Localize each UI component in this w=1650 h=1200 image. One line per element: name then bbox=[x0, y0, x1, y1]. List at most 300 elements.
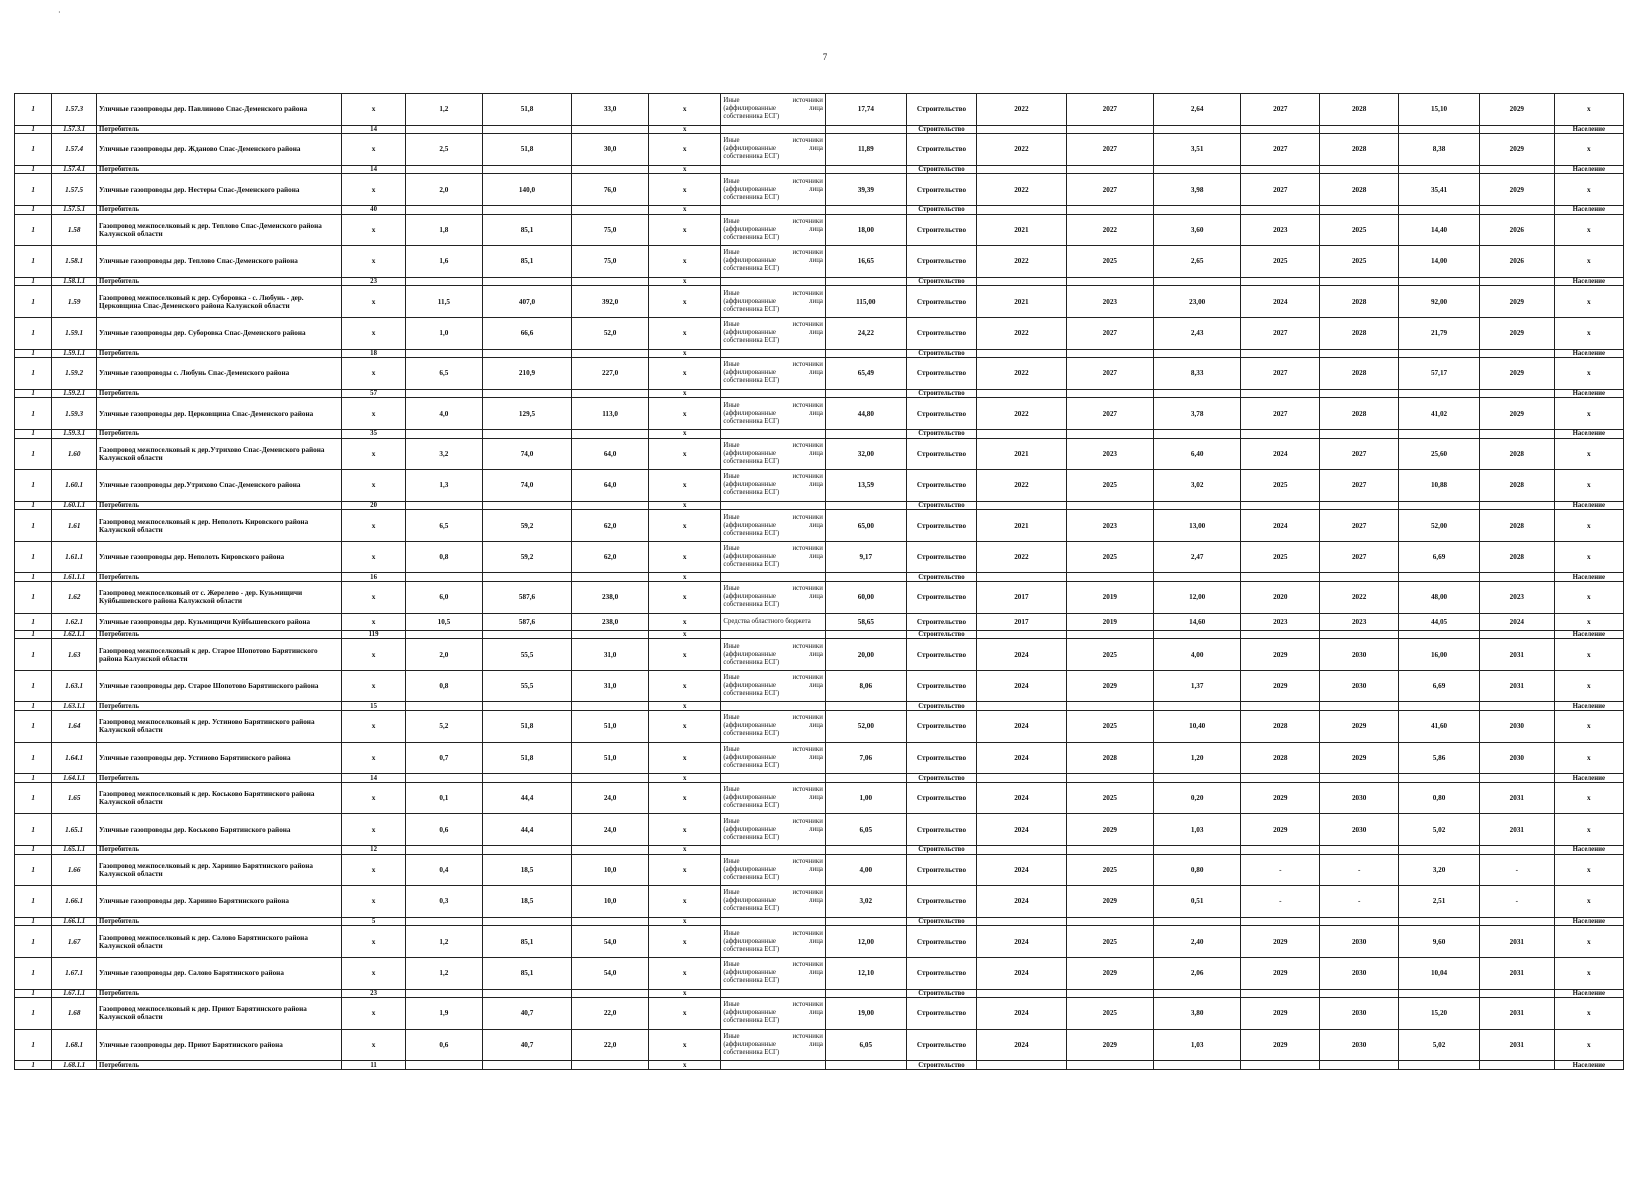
cell-year-2 bbox=[1066, 630, 1153, 639]
cell-work-type: Строительство bbox=[906, 573, 976, 582]
cell-value-2: 14,40 bbox=[1399, 214, 1480, 246]
cell-year-2: 2025 bbox=[1066, 998, 1153, 1030]
cell-consumer: Население bbox=[1554, 277, 1623, 286]
cell-year-4 bbox=[1320, 846, 1399, 855]
cell-funding-source: Иные источники (аффилированные лица собственника ЕСГ) bbox=[721, 1029, 825, 1061]
cell-cost: 13,59 bbox=[825, 470, 906, 502]
cell-object-name: Газопровод межпоселковый к дер. Коськово Барятинского района Калужской области bbox=[97, 782, 342, 814]
cell-value-1 bbox=[1154, 389, 1241, 398]
cell-col-x2: x bbox=[648, 917, 720, 926]
table-body bbox=[15, 94, 1624, 1070]
cell-length: 6,5 bbox=[406, 358, 483, 390]
cell-consumer: x bbox=[1554, 214, 1623, 246]
cell-cost bbox=[825, 989, 906, 998]
cell-flow: 51,0 bbox=[572, 711, 649, 743]
cell-year-5: 2029 bbox=[1480, 134, 1555, 166]
cell-year-4 bbox=[1320, 277, 1399, 286]
cell-col-x2: x bbox=[648, 358, 720, 390]
cell-cost: 32,00 bbox=[825, 438, 906, 470]
cell-year-5 bbox=[1480, 277, 1555, 286]
cell-object-name: Потребитель bbox=[97, 989, 342, 998]
cell-year-3 bbox=[1241, 846, 1320, 855]
cell-cost: 6,05 bbox=[825, 1029, 906, 1061]
cell-year-1 bbox=[977, 277, 1067, 286]
consumer-row bbox=[15, 277, 1624, 286]
cell-col-x2: x bbox=[648, 573, 720, 582]
cell-year-5: 2029 bbox=[1480, 398, 1555, 430]
cell-value-1: 3,02 bbox=[1154, 470, 1241, 502]
cell-col-x: 11 bbox=[342, 1061, 406, 1070]
cell-work-type: Строительство bbox=[906, 957, 976, 989]
cell-pressure bbox=[482, 1061, 572, 1070]
cell-year-2: 2029 bbox=[1066, 814, 1153, 846]
table-row bbox=[15, 94, 1624, 126]
cell-year-2: 2027 bbox=[1066, 398, 1153, 430]
cell-col-x2: x bbox=[648, 214, 720, 246]
cell-consumer: x bbox=[1554, 1029, 1623, 1061]
cell-consumer: Население bbox=[1554, 917, 1623, 926]
cell-year-1 bbox=[977, 573, 1067, 582]
cell-length: 1,6 bbox=[406, 246, 483, 278]
cell-cost bbox=[825, 349, 906, 358]
cell-year-1: 2022 bbox=[977, 246, 1067, 278]
cell-funding-source: Иные источники (аффилированные лица собственника ЕСГ) bbox=[721, 711, 825, 743]
cell-work-type: Строительство bbox=[906, 1061, 976, 1070]
cell-cost: 60,00 bbox=[825, 582, 906, 614]
cell-pressure: 44,4 bbox=[482, 782, 572, 814]
cell-number: 1.62.1.1 bbox=[52, 630, 97, 639]
cell-col-x: 15 bbox=[342, 702, 406, 711]
cell-consumer: Население bbox=[1554, 349, 1623, 358]
cell-year-4: 2028 bbox=[1320, 286, 1399, 318]
cell-value-1: 3,80 bbox=[1154, 998, 1241, 1030]
cell-level: 1 bbox=[15, 246, 52, 278]
cell-number: 1.60.1 bbox=[52, 470, 97, 502]
cell-funding-source: Средства областного бюджета bbox=[721, 613, 825, 630]
cell-consumer: x bbox=[1554, 582, 1623, 614]
cell-value-2: 0,80 bbox=[1399, 782, 1480, 814]
cell-col-x: x bbox=[342, 470, 406, 502]
cell-col-x: 16 bbox=[342, 573, 406, 582]
cell-length bbox=[406, 501, 483, 510]
cell-value-2: 6,69 bbox=[1399, 541, 1480, 573]
cell-year-1 bbox=[977, 630, 1067, 639]
cell-object-name: Газопровод межпоселковый к дер. Неполоть Кировского района Калужской области bbox=[97, 510, 342, 542]
cell-pressure: 59,2 bbox=[482, 510, 572, 542]
cell-funding-source: Иные источники (аффилированные лица собственника ЕСГ) bbox=[721, 742, 825, 774]
cell-year-4 bbox=[1320, 205, 1399, 214]
cell-year-5: 2028 bbox=[1480, 470, 1555, 502]
cell-value-2: 21,79 bbox=[1399, 317, 1480, 349]
cell-level: 1 bbox=[15, 398, 52, 430]
cell-value-2: 5,86 bbox=[1399, 742, 1480, 774]
cell-col-x2: x bbox=[648, 470, 720, 502]
cell-value-1 bbox=[1154, 846, 1241, 855]
cell-value-1: 2,43 bbox=[1154, 317, 1241, 349]
cell-consumer: x bbox=[1554, 711, 1623, 743]
cell-year-5: 2031 bbox=[1480, 639, 1555, 671]
table-row bbox=[15, 742, 1624, 774]
cell-year-4: 2023 bbox=[1320, 613, 1399, 630]
cell-funding-source bbox=[721, 573, 825, 582]
cell-pressure bbox=[482, 277, 572, 286]
cell-year-4 bbox=[1320, 774, 1399, 783]
cell-work-type: Строительство bbox=[906, 702, 976, 711]
cell-flow: 227,0 bbox=[572, 358, 649, 390]
table-row bbox=[15, 613, 1624, 630]
cell-year-3: 2029 bbox=[1241, 957, 1320, 989]
cell-year-3 bbox=[1241, 774, 1320, 783]
cell-year-1: 2024 bbox=[977, 670, 1067, 702]
cell-year-3: 2027 bbox=[1241, 398, 1320, 430]
cell-level: 1 bbox=[15, 613, 52, 630]
cell-year-5 bbox=[1480, 125, 1555, 134]
cell-col-x: x bbox=[342, 1029, 406, 1061]
table-row bbox=[15, 639, 1624, 671]
cell-level: 1 bbox=[15, 630, 52, 639]
cell-length: 6,5 bbox=[406, 510, 483, 542]
cell-pressure: 85,1 bbox=[482, 957, 572, 989]
cell-length: 4,0 bbox=[406, 398, 483, 430]
cell-year-5: 2028 bbox=[1480, 438, 1555, 470]
cell-col-x: x bbox=[342, 886, 406, 918]
cell-object-name: Газопровод межпоселковый от с. Жерелево - дер. Кузьмищичи Куйбышевского района Калужской области bbox=[97, 582, 342, 614]
cell-number: 1.59 bbox=[52, 286, 97, 318]
cell-year-4: 2025 bbox=[1320, 214, 1399, 246]
cell-year-5: 2031 bbox=[1480, 670, 1555, 702]
cell-number: 1.67 bbox=[52, 926, 97, 958]
cell-year-3: 2023 bbox=[1241, 613, 1320, 630]
cell-year-1: 2024 bbox=[977, 639, 1067, 671]
cell-length: 1,9 bbox=[406, 998, 483, 1030]
scan-mark: · bbox=[58, 8, 61, 17]
cell-year-4: 2029 bbox=[1320, 742, 1399, 774]
cell-pressure: 587,6 bbox=[482, 613, 572, 630]
cell-object-name: Потребитель bbox=[97, 501, 342, 510]
cell-number: 1.64 bbox=[52, 711, 97, 743]
table-row bbox=[15, 582, 1624, 614]
cell-pressure: 51,8 bbox=[482, 742, 572, 774]
cell-object-name: Газопровод межпоселковый к дер. Суборовка - с. Любунь - дер. Церковщина Спас-Деменского района Калужской области bbox=[97, 286, 342, 318]
cell-consumer: Население bbox=[1554, 846, 1623, 855]
cell-year-1: 2024 bbox=[977, 957, 1067, 989]
cell-flow: 31,0 bbox=[572, 670, 649, 702]
cell-col-x: x bbox=[342, 742, 406, 774]
cell-year-2 bbox=[1066, 573, 1153, 582]
cell-year-2: 2022 bbox=[1066, 214, 1153, 246]
cell-year-2: 2025 bbox=[1066, 782, 1153, 814]
cell-pressure bbox=[482, 125, 572, 134]
cell-funding-source: Иные источники (аффилированные лица собственника ЕСГ) bbox=[721, 926, 825, 958]
cell-funding-source bbox=[721, 429, 825, 438]
cell-col-x2: x bbox=[648, 742, 720, 774]
cell-year-3 bbox=[1241, 1061, 1320, 1070]
cell-consumer: x bbox=[1554, 174, 1623, 206]
cell-year-2: 2028 bbox=[1066, 742, 1153, 774]
cell-value-1: 0,80 bbox=[1154, 854, 1241, 886]
cell-value-1 bbox=[1154, 573, 1241, 582]
cell-year-5 bbox=[1480, 349, 1555, 358]
cell-pressure: 74,0 bbox=[482, 470, 572, 502]
cell-pressure: 40,7 bbox=[482, 1029, 572, 1061]
cell-length: 5,2 bbox=[406, 711, 483, 743]
cell-flow: 62,0 bbox=[572, 510, 649, 542]
cell-value-1: 4,00 bbox=[1154, 639, 1241, 671]
cell-level: 1 bbox=[15, 782, 52, 814]
cell-year-5: - bbox=[1480, 886, 1555, 918]
cell-year-3: - bbox=[1241, 854, 1320, 886]
cell-pressure bbox=[482, 501, 572, 510]
cell-work-type: Строительство bbox=[906, 429, 976, 438]
cell-year-5 bbox=[1480, 205, 1555, 214]
cell-object-name: Газопровод межпоселковый к дер. Приют Барятинского района Калужской области bbox=[97, 998, 342, 1030]
cell-length: 6,0 bbox=[406, 582, 483, 614]
cell-year-1: 2024 bbox=[977, 1029, 1067, 1061]
cell-number: 1.59.2.1 bbox=[52, 389, 97, 398]
table-row bbox=[15, 998, 1624, 1030]
cell-level: 1 bbox=[15, 134, 52, 166]
cell-level: 1 bbox=[15, 917, 52, 926]
cell-consumer: x bbox=[1554, 438, 1623, 470]
cell-consumer: x bbox=[1554, 246, 1623, 278]
cell-value-2: 52,00 bbox=[1399, 510, 1480, 542]
cell-year-5 bbox=[1480, 702, 1555, 711]
cell-level: 1 bbox=[15, 389, 52, 398]
cell-work-type: Строительство bbox=[906, 854, 976, 886]
cell-year-1: 2022 bbox=[977, 541, 1067, 573]
cell-number: 1.66.1.1 bbox=[52, 917, 97, 926]
cell-flow: 24,0 bbox=[572, 814, 649, 846]
cell-value-2: 57,17 bbox=[1399, 358, 1480, 390]
cell-consumer: x bbox=[1554, 782, 1623, 814]
cell-object-name: Потребитель bbox=[97, 917, 342, 926]
cell-number: 1.68.1.1 bbox=[52, 1061, 97, 1070]
cell-cost: 3,02 bbox=[825, 886, 906, 918]
cell-object-name: Газопровод межпоселковый к дер. Салово Барятинского района Калужской области bbox=[97, 926, 342, 958]
cell-funding-source bbox=[721, 846, 825, 855]
cell-year-5 bbox=[1480, 1061, 1555, 1070]
cell-level: 1 bbox=[15, 989, 52, 998]
cell-value-2: 14,00 bbox=[1399, 246, 1480, 278]
cell-year-1 bbox=[977, 989, 1067, 998]
cell-consumer: x bbox=[1554, 286, 1623, 318]
cell-flow: 76,0 bbox=[572, 174, 649, 206]
cell-year-4: - bbox=[1320, 886, 1399, 918]
table-row bbox=[15, 398, 1624, 430]
cell-year-4 bbox=[1320, 989, 1399, 998]
cell-pressure: 85,1 bbox=[482, 214, 572, 246]
cell-consumer: x bbox=[1554, 470, 1623, 502]
cell-cost: 24,22 bbox=[825, 317, 906, 349]
cell-consumer: Население bbox=[1554, 205, 1623, 214]
cell-flow: 51,0 bbox=[572, 742, 649, 774]
cell-value-1: 12,00 bbox=[1154, 582, 1241, 614]
cell-year-5: - bbox=[1480, 854, 1555, 886]
cell-funding-source: Иные источники (аффилированные лица собственника ЕСГ) bbox=[721, 886, 825, 918]
table-row bbox=[15, 854, 1624, 886]
cell-number: 1.64.1.1 bbox=[52, 774, 97, 783]
cell-level: 1 bbox=[15, 358, 52, 390]
cell-col-x: 40 bbox=[342, 205, 406, 214]
cell-col-x2: x bbox=[648, 957, 720, 989]
cell-object-name: Потребитель bbox=[97, 846, 342, 855]
cell-value-2: 92,00 bbox=[1399, 286, 1480, 318]
cell-year-3: 2024 bbox=[1241, 510, 1320, 542]
cell-funding-source bbox=[721, 205, 825, 214]
cell-work-type: Строительство bbox=[906, 711, 976, 743]
cell-year-4: 2028 bbox=[1320, 317, 1399, 349]
cell-year-3: 2027 bbox=[1241, 174, 1320, 206]
cell-funding-source: Иные источники (аффилированные лица собственника ЕСГ) bbox=[721, 998, 825, 1030]
cell-cost: 19,00 bbox=[825, 998, 906, 1030]
cell-cost: 58,65 bbox=[825, 613, 906, 630]
cell-number: 1.63 bbox=[52, 639, 97, 671]
cell-number: 1.57.3.1 bbox=[52, 125, 97, 134]
consumer-row bbox=[15, 573, 1624, 582]
consumer-row bbox=[15, 165, 1624, 174]
cell-value-1 bbox=[1154, 630, 1241, 639]
cell-value-2: 15,10 bbox=[1399, 94, 1480, 126]
cell-year-3: 2029 bbox=[1241, 998, 1320, 1030]
cell-object-name: Уличные газопроводы дер. Суборовка Спас-Деменского района bbox=[97, 317, 342, 349]
cell-col-x: x bbox=[342, 957, 406, 989]
cell-year-2 bbox=[1066, 205, 1153, 214]
cell-length: 0,8 bbox=[406, 541, 483, 573]
cell-year-4: 2030 bbox=[1320, 782, 1399, 814]
cell-col-x: 57 bbox=[342, 389, 406, 398]
cell-length: 1,2 bbox=[406, 957, 483, 989]
cell-value-2: 25,60 bbox=[1399, 438, 1480, 470]
cell-level: 1 bbox=[15, 541, 52, 573]
cell-col-x: 12 bbox=[342, 846, 406, 855]
cell-value-2: 5,02 bbox=[1399, 1029, 1480, 1061]
cell-cost: 18,00 bbox=[825, 214, 906, 246]
cell-object-name: Уличные газопроводы дер. Старое Шопотово Барятинского района bbox=[97, 670, 342, 702]
cell-pressure: 59,2 bbox=[482, 541, 572, 573]
cell-object-name: Уличные газопроводы дер. Жданово Спас-Деменского района bbox=[97, 134, 342, 166]
cell-number: 1.60.1.1 bbox=[52, 501, 97, 510]
cell-year-5: 2031 bbox=[1480, 1029, 1555, 1061]
cell-work-type: Строительство bbox=[906, 886, 976, 918]
cell-year-3: 2029 bbox=[1241, 814, 1320, 846]
cell-cost: 12,10 bbox=[825, 957, 906, 989]
cell-work-type: Строительство bbox=[906, 389, 976, 398]
cell-consumer: Население bbox=[1554, 989, 1623, 998]
cell-work-type: Строительство bbox=[906, 277, 976, 286]
cell-col-x2: x bbox=[648, 501, 720, 510]
cell-flow: 30,0 bbox=[572, 134, 649, 166]
cell-value-1 bbox=[1154, 205, 1241, 214]
cell-value-1: 1,03 bbox=[1154, 1029, 1241, 1061]
cell-value-1: 14,60 bbox=[1154, 613, 1241, 630]
cell-year-5: 2029 bbox=[1480, 358, 1555, 390]
cell-value-1: 8,33 bbox=[1154, 358, 1241, 390]
cell-funding-source: Иные источники (аффилированные лица собственника ЕСГ) bbox=[721, 957, 825, 989]
cell-cost: 1,00 bbox=[825, 782, 906, 814]
cell-length: 1,0 bbox=[406, 317, 483, 349]
cell-col-x2: x bbox=[648, 134, 720, 166]
cell-year-2: 2027 bbox=[1066, 174, 1153, 206]
cell-funding-source: Иные источники (аффилированные лица собственника ЕСГ) bbox=[721, 358, 825, 390]
cell-object-name: Уличные газопроводы дер. Нестеры Спас-Деменского района bbox=[97, 174, 342, 206]
cell-year-3: 2029 bbox=[1241, 639, 1320, 671]
cell-level: 1 bbox=[15, 846, 52, 855]
cell-work-type: Строительство bbox=[906, 541, 976, 573]
consumer-row bbox=[15, 501, 1624, 510]
cell-object-name: Газопровод межпоселковый к дер. Хариино Барятинского района Калужской области bbox=[97, 854, 342, 886]
cell-work-type: Строительство bbox=[906, 165, 976, 174]
cell-year-1: 2022 bbox=[977, 470, 1067, 502]
page-number: 7 bbox=[822, 52, 828, 62]
cell-consumer: x bbox=[1554, 398, 1623, 430]
cell-object-name: Уличные газопроводы с. Любунь Спас-Деменского района bbox=[97, 358, 342, 390]
cell-consumer: Население bbox=[1554, 389, 1623, 398]
cell-value-1 bbox=[1154, 165, 1241, 174]
cell-year-2 bbox=[1066, 774, 1153, 783]
cell-length bbox=[406, 774, 483, 783]
cell-work-type: Строительство bbox=[906, 639, 976, 671]
cell-value-2 bbox=[1399, 989, 1480, 998]
cell-level: 1 bbox=[15, 94, 52, 126]
cell-year-3: 2024 bbox=[1241, 438, 1320, 470]
cell-number: 1.59.1 bbox=[52, 317, 97, 349]
cell-length bbox=[406, 429, 483, 438]
cell-year-4 bbox=[1320, 917, 1399, 926]
cell-funding-source: Иные источники (аффилированные лица собственника ЕСГ) bbox=[721, 246, 825, 278]
cell-col-x: x bbox=[342, 286, 406, 318]
cell-level: 1 bbox=[15, 317, 52, 349]
cell-consumer: x bbox=[1554, 613, 1623, 630]
cell-level: 1 bbox=[15, 438, 52, 470]
cell-col-x2: x bbox=[648, 205, 720, 214]
gasification-table bbox=[14, 93, 1624, 1070]
cell-flow: 33,0 bbox=[572, 94, 649, 126]
cell-work-type: Строительство bbox=[906, 846, 976, 855]
table-row bbox=[15, 886, 1624, 918]
cell-year-4 bbox=[1320, 349, 1399, 358]
cell-value-2: 10,04 bbox=[1399, 957, 1480, 989]
cell-level: 1 bbox=[15, 886, 52, 918]
cell-consumer: x bbox=[1554, 854, 1623, 886]
cell-col-x2: x bbox=[648, 854, 720, 886]
cell-cost: 4,00 bbox=[825, 854, 906, 886]
cell-level: 1 bbox=[15, 957, 52, 989]
cell-year-1: 2024 bbox=[977, 782, 1067, 814]
cell-flow bbox=[572, 389, 649, 398]
cell-level: 1 bbox=[15, 286, 52, 318]
cell-object-name: Уличные газопроводы дер. Хариино Барятинского района bbox=[97, 886, 342, 918]
cell-level: 1 bbox=[15, 702, 52, 711]
cell-cost: 52,00 bbox=[825, 711, 906, 743]
cell-flow: 22,0 bbox=[572, 998, 649, 1030]
cell-year-4: 2030 bbox=[1320, 957, 1399, 989]
table-row bbox=[15, 510, 1624, 542]
cell-pressure: 587,6 bbox=[482, 582, 572, 614]
cell-year-2 bbox=[1066, 349, 1153, 358]
cell-col-x2: x bbox=[648, 998, 720, 1030]
cell-number: 1.65.1.1 bbox=[52, 846, 97, 855]
cell-col-x: 23 bbox=[342, 277, 406, 286]
cell-year-4 bbox=[1320, 125, 1399, 134]
cell-number: 1.57.4.1 bbox=[52, 165, 97, 174]
cell-work-type: Строительство bbox=[906, 926, 976, 958]
cell-value-1: 2,64 bbox=[1154, 94, 1241, 126]
consumer-row bbox=[15, 989, 1624, 998]
cell-col-x2: x bbox=[648, 702, 720, 711]
cell-col-x: x bbox=[342, 246, 406, 278]
cell-year-4: 2030 bbox=[1320, 1029, 1399, 1061]
cell-value-2: 9,60 bbox=[1399, 926, 1480, 958]
